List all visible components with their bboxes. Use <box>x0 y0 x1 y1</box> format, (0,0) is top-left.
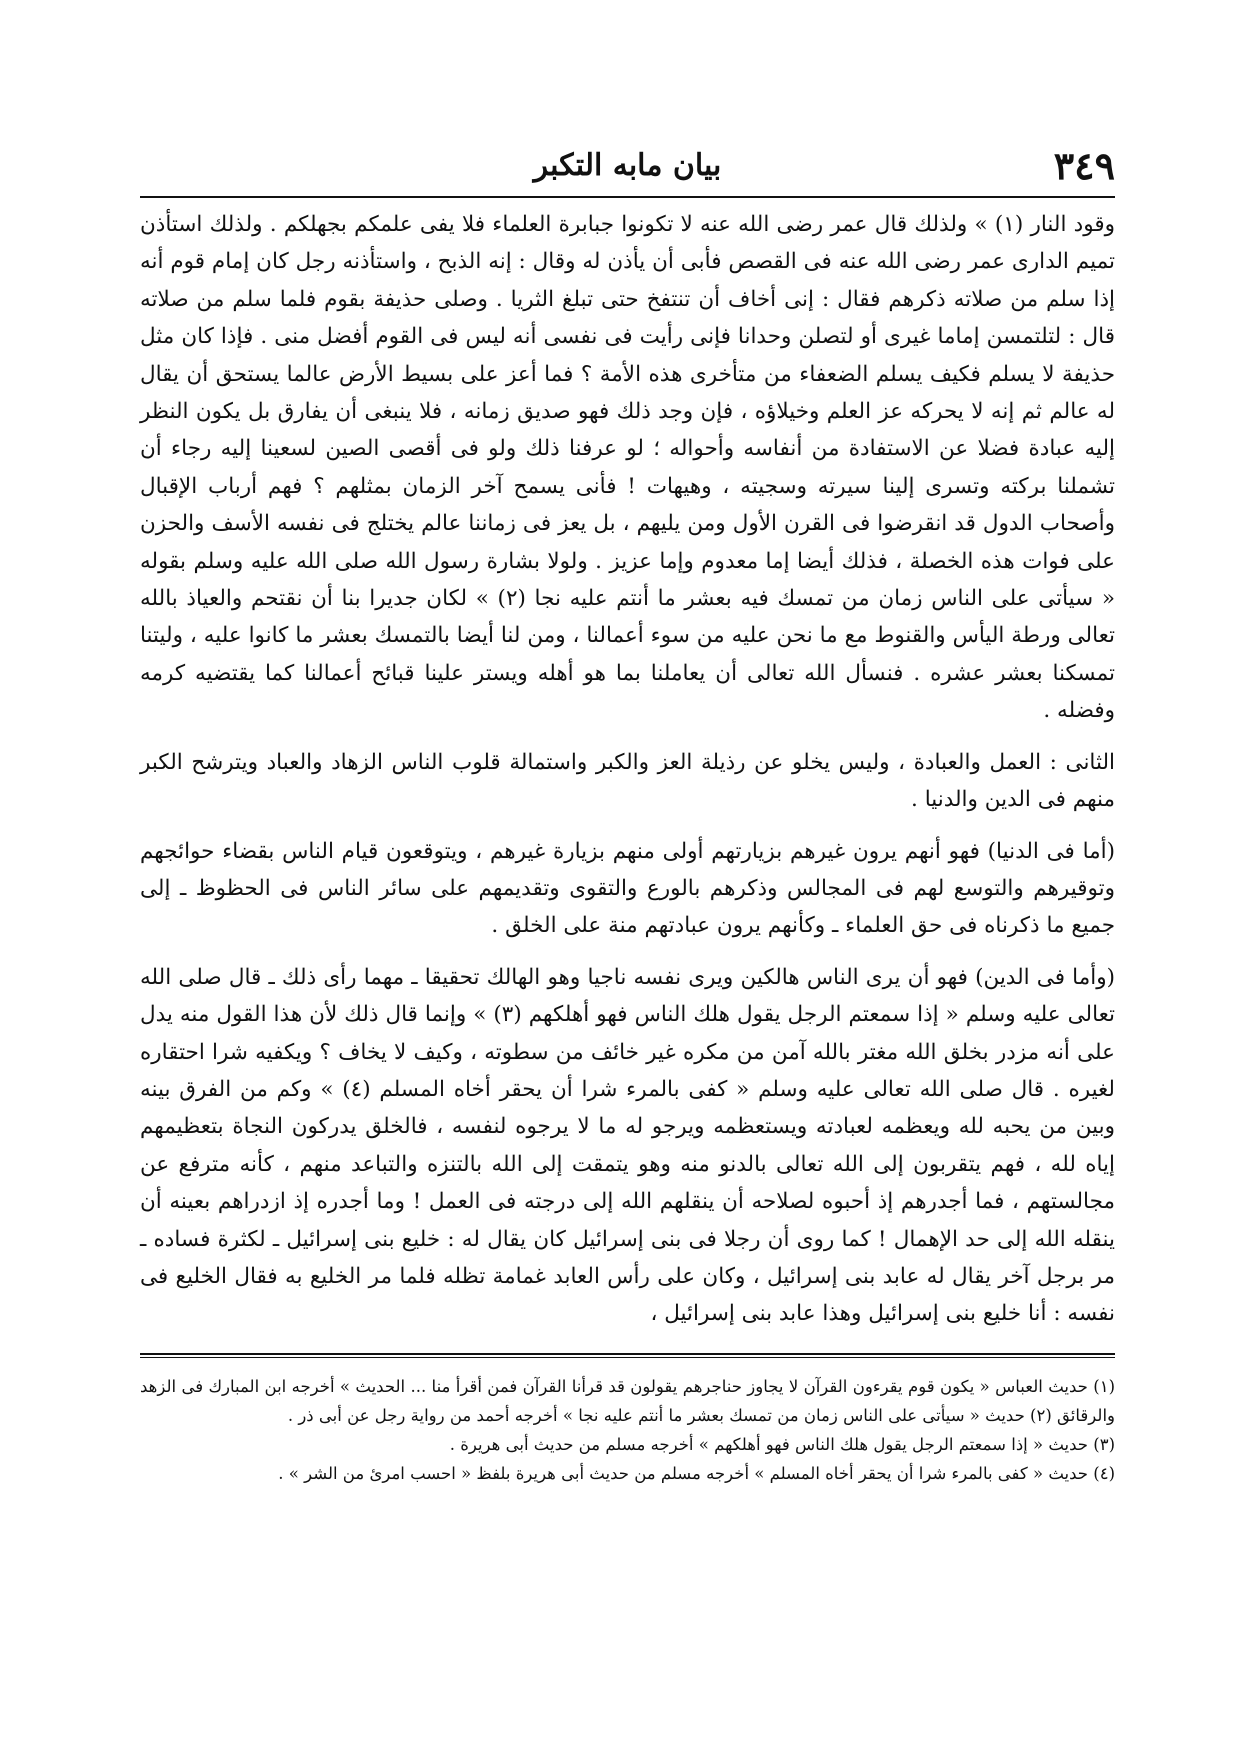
footnote-4: (٤) حديث « كفى بالمرء شرا أن يحقر أخاه المسلم » أخرجه مسلم من حديث أبى هريرة بلفظ « احسب امرئ من الشر » . <box>278 1463 1115 1483</box>
footnotes <box>140 1372 1115 1488</box>
paragraph-4: (وأما فى الدين) فهو أن يرى الناس هالكين ويرى نفسه ناجيا وهو الهالك تحقيقا ـ مهما رأى ذلك ـ قال صلى الله تعالى عليه وسلم « إذا سمعتم الرجل يقول هلك الناس فهو أهلكهم (٣) » وإنما قال ذلك لأن هذا القول منه يدل على أنه مزدر بخلق الله مغتر بالله آمن من مكره غير خائف من سطوته ، وكيف لا يخاف ؟ ويكفيه شرا احتقاره لغيره . قال صلى الله تعالى عليه وسلم « كفى بالمرء شرا أن يحقر أخاه المسلم (٤) » وكم من الفرق بينه وبين من يحبه لله ويعظمه لعبادته ويستعظمه ويرجو له ما لا يرجوه لنفسه ، فالخلق يدركون النجاة بتعظيمهم إياه لله ، فهم يتقربون إلى الله تعالى بالدنو منه وهو يتمقت إلى الله بالتنزه والتباعد منهم ، كأنه مترفع عن مجالستهم ، فما أجدرهم إذ أحبوه لصلاحه أن ينقلهم الله إلى درجته فى العمل ! وما أجدره إذ ازدراهم بعينه أن ينقله الله إلى حد الإهمال ! كما روى أن رجلا فى بنى إسرائيل كان يقال له : خليع بنى إسرائيل ـ لكثرة فساده ـ مر برجل آخر يقال له عابد بنى إسرائيل ، وكان على رأس العابد غمامة تظله فلما مر الخليع به فقال الخليع فى نفسه : أنا خليع بنى إسرائيل وهذا عابد بنى إسرائيل ، <box>140 964 1115 1327</box>
paragraph-3: (أما فى الدنيا) فهو أنهم يرون غيرهم بزيارتهم أولى منهم بزيارة غيرهم ، ويتوقعون قيام الناس بقضاء حوائجهم وتوقيرهم والتوسع لهم فى المجالس وذكرهم بالورع والتقوى وتقديمهم على سائر الناس فى الحظوظ ـ إلى جميع ما ذكرناه فى حق العلماء ـ وكأنهم يرون عبادتهم منة على الخلق . <box>140 838 1115 939</box>
running-title: بيان مابه التكبر <box>533 148 722 183</box>
page-number: ٣٤٩ <box>1053 143 1115 188</box>
page-header <box>140 140 1115 198</box>
footnote-3: (٣) حديث « إذا سمعتم الرجل يقول هلك الناس فهو أهلكهم » أخرجه مسلم من حديث أبى هريرة . <box>449 1434 1115 1454</box>
footnote-divider <box>140 1353 1115 1358</box>
paragraph-1: وقود النار (١) » ولذلك قال عمر رضى الله عنه لا تكونوا جبابرة العلماء فلا يفى علمكم بجهلكم . ولذلك استأذن تميم الدارى عمر رضى الله عنه فى القصص فأبى أن يأذن له وقال : إنه الذبح ، واستأذنه رجل كان إمام قوم أنه إذا سلم من صلاته ذكرهم فقال : إنى أخاف أن تنتفخ حتى تبلغ الثريا . وصلى حذيفة بقوم فلما سلم من صلاته قال : لتلتمسن إماما غيرى أو لتصلن وحدانا فإنى رأيت فى نفسى أنه ليس فى القوم أفضل منى . فإذا كان مثل حذيفة لا يسلم فكيف يسلم الضعفاء من متأخرى هذه الأمة ؟ فما أعز على بسيط الأرض عالما يستحق أن يقال له عالم ثم إنه لا يحركه عز العلم وخيلاؤه ، فإن وجد ذلك فهو صديق زمانه ، فلا ينبغى أن يفارق بل يكون النظر إليه عبادة فضلا عن الاستفادة من أنفاسه وأحواله ؛ لو عرفنا ذلك ولو فى أقصى الصين لسعينا إليه رجاء أن تشملنا بركته وتسرى إلينا سيرته وسجيته ، وهيهات ! فأنى يسمح آخر الزمان بمثلهم ؟ فهم أرباب الإقبال وأصحاب الدول قد انقرضوا فى القرن الأول ومن يليهم ، بل يعز فى زماننا عالم يختلج فى نفسه الأسف والحزن على فوات هذه الخصلة ، فذلك أيضا إما معدوم وإما عزيز . ولولا بشارة رسول الله صلى الله عليه وسلم بقوله « سيأتى على الناس زمان من تمسك فيه بعشر ما أنتم عليه نجا (٢) » لكان جديرا بنا أن نقتحم والعياذ بالله تعالى ورطة اليأس والقنوط مع ما نحن عليه من سوء أعمالنا ، ومن لنا أيضا بالتمسك بعشر ما كانوا عليه ، وليتنا تمسكنا بعشر عشره . فنسأل الله تعالى أن يعاملنا بما هو أهله ويستر علينا قبائح أعمالنا كما يقتضيه كرمه وفضله . <box>140 212 1115 724</box>
paragraph-2: الثانى : العمل والعبادة ، وليس يخلو عن رذيلة العز والكبر واستمالة قلوب الناس الزهاد والعباد ويترشح الكبر منهم فى الدين والدنيا . <box>140 749 1115 813</box>
main-text <box>140 206 1115 1333</box>
footnote-1-2: (١) حديث العباس « يكون قوم يقرءون القرآن لا يجاوز حناجرهم يقولون قد قرأنا القرآن فمن أقرأ منا ... الحديث » أخرجه ابن المبارك فى الزهد والرقائق (٢) حديث « سيأتى على الناس زمان من تمسك بعشر ما أنتم عليه نجا » أخرجه أحمد من رواية رجل عن أبى ذر . <box>140 1376 1115 1425</box>
